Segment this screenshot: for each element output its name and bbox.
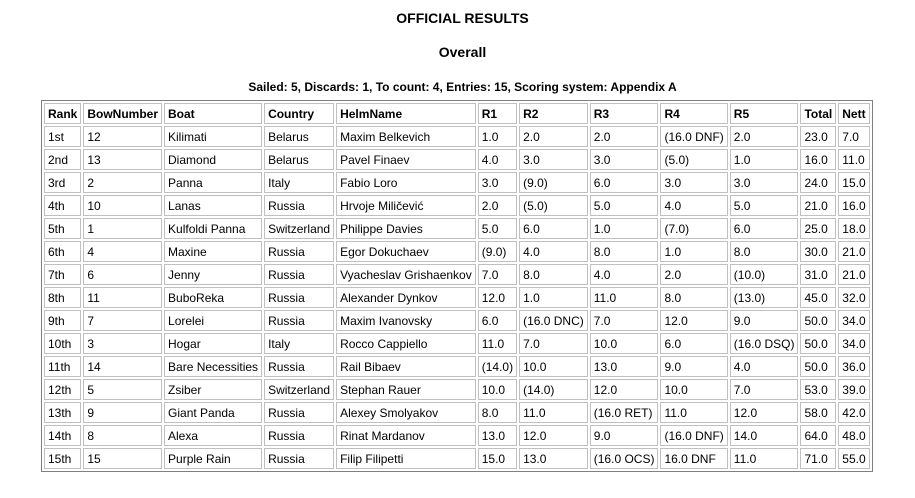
cell-bow-number: 14	[83, 356, 162, 377]
cell-r3: 8.0	[590, 241, 659, 262]
cell-r1: 3.0	[478, 172, 517, 193]
cell-r1: 8.0	[478, 402, 517, 423]
cell-bow-number: 15	[83, 448, 162, 469]
cell-r2: 2.0	[519, 126, 588, 147]
column-header-rank: Rank	[44, 103, 81, 124]
cell-total: 53.0	[800, 379, 836, 400]
cell-boat: Bare Necessities	[164, 356, 262, 377]
cell-nett: 36.0	[838, 356, 869, 377]
cell-helm-name: Maxim Ivanovsky	[336, 310, 476, 331]
cell-r3: 3.0	[590, 149, 659, 170]
cell-helm-name: Egor Dokuchaev	[336, 241, 476, 262]
cell-nett: 55.0	[838, 448, 869, 469]
table-row	[44, 310, 870, 331]
cell-nett: 34.0	[838, 310, 869, 331]
cell-r4: 10.0	[660, 379, 727, 400]
cell-r5: (16.0 DSQ)	[730, 333, 799, 354]
cell-country: Russia	[264, 287, 334, 308]
cell-nett: 32.0	[838, 287, 869, 308]
cell-nett: 21.0	[838, 241, 869, 262]
table-row	[44, 425, 870, 446]
cell-r4: 4.0	[660, 195, 727, 216]
cell-country: Russia	[264, 356, 334, 377]
column-header-r1: R1	[478, 103, 517, 124]
cell-boat: Alexa	[164, 425, 262, 446]
cell-country: Russia	[264, 402, 334, 423]
cell-helm-name: Alexey Smolyakov	[336, 402, 476, 423]
table-header-row	[44, 103, 870, 124]
results-table	[41, 100, 873, 472]
cell-helm-name: Philippe Davies	[336, 218, 476, 239]
cell-total: 30.0	[800, 241, 836, 262]
cell-total: 71.0	[800, 448, 836, 469]
cell-r5: (10.0)	[730, 264, 799, 285]
cell-r3: 9.0	[590, 425, 659, 446]
cell-r5: 6.0	[730, 218, 799, 239]
cell-r1: 4.0	[478, 149, 517, 170]
cell-r4: 2.0	[660, 264, 727, 285]
cell-rank: 4th	[44, 195, 81, 216]
table-row	[44, 241, 870, 262]
cell-r4: 3.0	[660, 172, 727, 193]
cell-boat: Panna	[164, 172, 262, 193]
cell-total: 24.0	[800, 172, 836, 193]
cell-r2: (5.0)	[519, 195, 588, 216]
column-header-bow-number: BowNumber	[83, 103, 162, 124]
cell-boat: Zsiber	[164, 379, 262, 400]
cell-r2: (14.0)	[519, 379, 588, 400]
cell-r4: 9.0	[660, 356, 727, 377]
cell-boat: Hogar	[164, 333, 262, 354]
cell-r3: 12.0	[590, 379, 659, 400]
cell-nett: 34.0	[838, 333, 869, 354]
cell-r2: (9.0)	[519, 172, 588, 193]
cell-total: 25.0	[800, 218, 836, 239]
cell-bow-number: 8	[83, 425, 162, 446]
cell-total: 31.0	[800, 264, 836, 285]
cell-r5: 8.0	[730, 241, 799, 262]
table-row	[44, 287, 870, 308]
cell-r5: 14.0	[730, 425, 799, 446]
cell-bow-number: 10	[83, 195, 162, 216]
cell-helm-name: Maxim Belkevich	[336, 126, 476, 147]
table-row	[44, 356, 870, 377]
cell-bow-number: 4	[83, 241, 162, 262]
cell-nett: 42.0	[838, 402, 869, 423]
cell-rank: 14th	[44, 425, 81, 446]
cell-rank: 5th	[44, 218, 81, 239]
cell-nett: 48.0	[838, 425, 869, 446]
cell-rank: 9th	[44, 310, 81, 331]
table-row	[44, 402, 870, 423]
cell-total: 50.0	[800, 333, 836, 354]
cell-nett: 39.0	[838, 379, 869, 400]
cell-r3: 2.0	[590, 126, 659, 147]
cell-boat: Diamond	[164, 149, 262, 170]
table-row	[44, 126, 870, 147]
column-header-r2: R2	[519, 103, 588, 124]
cell-r5: 7.0	[730, 379, 799, 400]
cell-country: Italy	[264, 333, 334, 354]
cell-boat: Kulfoldi Panna	[164, 218, 262, 239]
cell-total: 45.0	[800, 287, 836, 308]
cell-r2: (16.0 DNC)	[519, 310, 588, 331]
cell-boat: Maxine	[164, 241, 262, 262]
cell-rank: 3rd	[44, 172, 81, 193]
cell-r1: 15.0	[478, 448, 517, 469]
cell-r3: 5.0	[590, 195, 659, 216]
cell-total: 50.0	[800, 310, 836, 331]
cell-country: Belarus	[264, 149, 334, 170]
cell-country: Switzerland	[264, 379, 334, 400]
cell-r5: 3.0	[730, 172, 799, 193]
cell-r2: 13.0	[519, 448, 588, 469]
cell-helm-name: Pavel Finaev	[336, 149, 476, 170]
cell-bow-number: 12	[83, 126, 162, 147]
cell-r4: 12.0	[660, 310, 727, 331]
cell-helm-name: Rail Bibaev	[336, 356, 476, 377]
cell-bow-number: 1	[83, 218, 162, 239]
cell-bow-number: 5	[83, 379, 162, 400]
cell-r3: 4.0	[590, 264, 659, 285]
cell-r4: 16.0 DNF	[660, 448, 727, 469]
cell-r5: 1.0	[730, 149, 799, 170]
cell-r5: 12.0	[730, 402, 799, 423]
cell-boat: BuboReka	[164, 287, 262, 308]
column-header-country: Country	[264, 103, 334, 124]
cell-r3: 10.0	[590, 333, 659, 354]
cell-r2: 10.0	[519, 356, 588, 377]
cell-country: Russia	[264, 241, 334, 262]
cell-rank: 12th	[44, 379, 81, 400]
cell-r4: 1.0	[660, 241, 727, 262]
cell-total: 16.0	[800, 149, 836, 170]
cell-r4: (16.0 DNF)	[660, 126, 727, 147]
cell-r5: 2.0	[730, 126, 799, 147]
cell-total: 50.0	[800, 356, 836, 377]
scoring-info: Sailed: 5, Discards: 1, To count: 4, Entries: 15, Scoring system: Appendix A	[248, 80, 677, 94]
cell-r2: 3.0	[519, 149, 588, 170]
cell-r5: 9.0	[730, 310, 799, 331]
cell-r2: 4.0	[519, 241, 588, 262]
cell-bow-number: 7	[83, 310, 162, 331]
cell-r3: 7.0	[590, 310, 659, 331]
cell-boat: Giant Panda	[164, 402, 262, 423]
cell-helm-name: Fabio Loro	[336, 172, 476, 193]
table-row	[44, 172, 870, 193]
cell-bow-number: 2	[83, 172, 162, 193]
cell-country: Belarus	[264, 126, 334, 147]
cell-rank: 10th	[44, 333, 81, 354]
page-subtitle: Overall	[438, 44, 487, 60]
cell-helm-name: Alexander Dynkov	[336, 287, 476, 308]
cell-rank: 7th	[44, 264, 81, 285]
cell-helm-name: Hrvoje Miličević	[336, 195, 476, 216]
table-row	[44, 264, 870, 285]
column-header-nett: Nett	[838, 103, 869, 124]
cell-helm-name: Rinat Mardanov	[336, 425, 476, 446]
cell-bow-number: 13	[83, 149, 162, 170]
cell-r1: 12.0	[478, 287, 517, 308]
cell-rank: 15th	[44, 448, 81, 469]
cell-r2: 11.0	[519, 402, 588, 423]
cell-helm-name: Stephan Rauer	[336, 379, 476, 400]
cell-r2: 6.0	[519, 218, 588, 239]
cell-r3: (16.0 OCS)	[590, 448, 659, 469]
cell-r1: 10.0	[478, 379, 517, 400]
cell-helm-name: Rocco Cappiello	[336, 333, 476, 354]
cell-r1: (9.0)	[478, 241, 517, 262]
column-header-r3: R3	[590, 103, 659, 124]
cell-rank: 8th	[44, 287, 81, 308]
column-header-r5: R5	[730, 103, 799, 124]
cell-nett: 11.0	[838, 149, 869, 170]
cell-r4: (16.0 DNF)	[660, 425, 727, 446]
cell-r1: (14.0)	[478, 356, 517, 377]
cell-country: Russia	[264, 310, 334, 331]
cell-nett: 15.0	[838, 172, 869, 193]
cell-r2: 7.0	[519, 333, 588, 354]
cell-r2: 12.0	[519, 425, 588, 446]
cell-r5: 5.0	[730, 195, 799, 216]
cell-r3: 6.0	[590, 172, 659, 193]
cell-boat: Lanas	[164, 195, 262, 216]
column-header-helm-name: HelmName	[336, 103, 476, 124]
cell-r5: 11.0	[730, 448, 799, 469]
cell-r3: (16.0 RET)	[590, 402, 659, 423]
cell-rank: 13th	[44, 402, 81, 423]
cell-r1: 13.0	[478, 425, 517, 446]
cell-helm-name: Vyacheslav Grishaenkov	[336, 264, 476, 285]
cell-r5: 4.0	[730, 356, 799, 377]
cell-total: 58.0	[800, 402, 836, 423]
cell-country: Russia	[264, 448, 334, 469]
cell-r2: 8.0	[519, 264, 588, 285]
cell-r4: (7.0)	[660, 218, 727, 239]
page-title: OFFICIAL RESULTS	[396, 10, 529, 26]
cell-rank: 1st	[44, 126, 81, 147]
cell-bow-number: 9	[83, 402, 162, 423]
cell-r4: 6.0	[660, 333, 727, 354]
cell-helm-name: Filip Filipetti	[336, 448, 476, 469]
cell-r5: (13.0)	[730, 287, 799, 308]
cell-nett: 7.0	[838, 126, 869, 147]
cell-total: 21.0	[800, 195, 836, 216]
cell-nett: 18.0	[838, 218, 869, 239]
cell-r3: 13.0	[590, 356, 659, 377]
table-row	[44, 195, 870, 216]
cell-boat: Kilimati	[164, 126, 262, 147]
table-row	[44, 218, 870, 239]
table-row	[44, 333, 870, 354]
cell-r4: 8.0	[660, 287, 727, 308]
cell-boat: Jenny	[164, 264, 262, 285]
cell-r4: 11.0	[660, 402, 727, 423]
table-row	[44, 149, 870, 170]
cell-country: Russia	[264, 425, 334, 446]
cell-country: Russia	[264, 195, 334, 216]
table-row	[44, 379, 870, 400]
cell-r1: 2.0	[478, 195, 517, 216]
cell-nett: 21.0	[838, 264, 869, 285]
cell-country: Switzerland	[264, 218, 334, 239]
cell-bow-number: 11	[83, 287, 162, 308]
cell-r1: 1.0	[478, 126, 517, 147]
cell-boat: Lorelei	[164, 310, 262, 331]
cell-bow-number: 3	[83, 333, 162, 354]
cell-r1: 11.0	[478, 333, 517, 354]
cell-rank: 6th	[44, 241, 81, 262]
cell-total: 23.0	[800, 126, 836, 147]
cell-rank: 2nd	[44, 149, 81, 170]
cell-r3: 11.0	[590, 287, 659, 308]
cell-bow-number: 6	[83, 264, 162, 285]
cell-r4: (5.0)	[660, 149, 727, 170]
cell-r1: 5.0	[478, 218, 517, 239]
cell-r3: 1.0	[590, 218, 659, 239]
results-body	[44, 126, 870, 469]
column-header-boat: Boat	[164, 103, 262, 124]
cell-country: Italy	[264, 172, 334, 193]
cell-r1: 6.0	[478, 310, 517, 331]
column-header-r4: R4	[660, 103, 727, 124]
cell-r2: 1.0	[519, 287, 588, 308]
cell-nett: 16.0	[838, 195, 869, 216]
table-row	[44, 448, 870, 469]
cell-country: Russia	[264, 264, 334, 285]
cell-r1: 7.0	[478, 264, 517, 285]
cell-boat: Purple Rain	[164, 448, 262, 469]
cell-total: 64.0	[800, 425, 836, 446]
cell-rank: 11th	[44, 356, 81, 377]
column-header-total: Total	[800, 103, 836, 124]
